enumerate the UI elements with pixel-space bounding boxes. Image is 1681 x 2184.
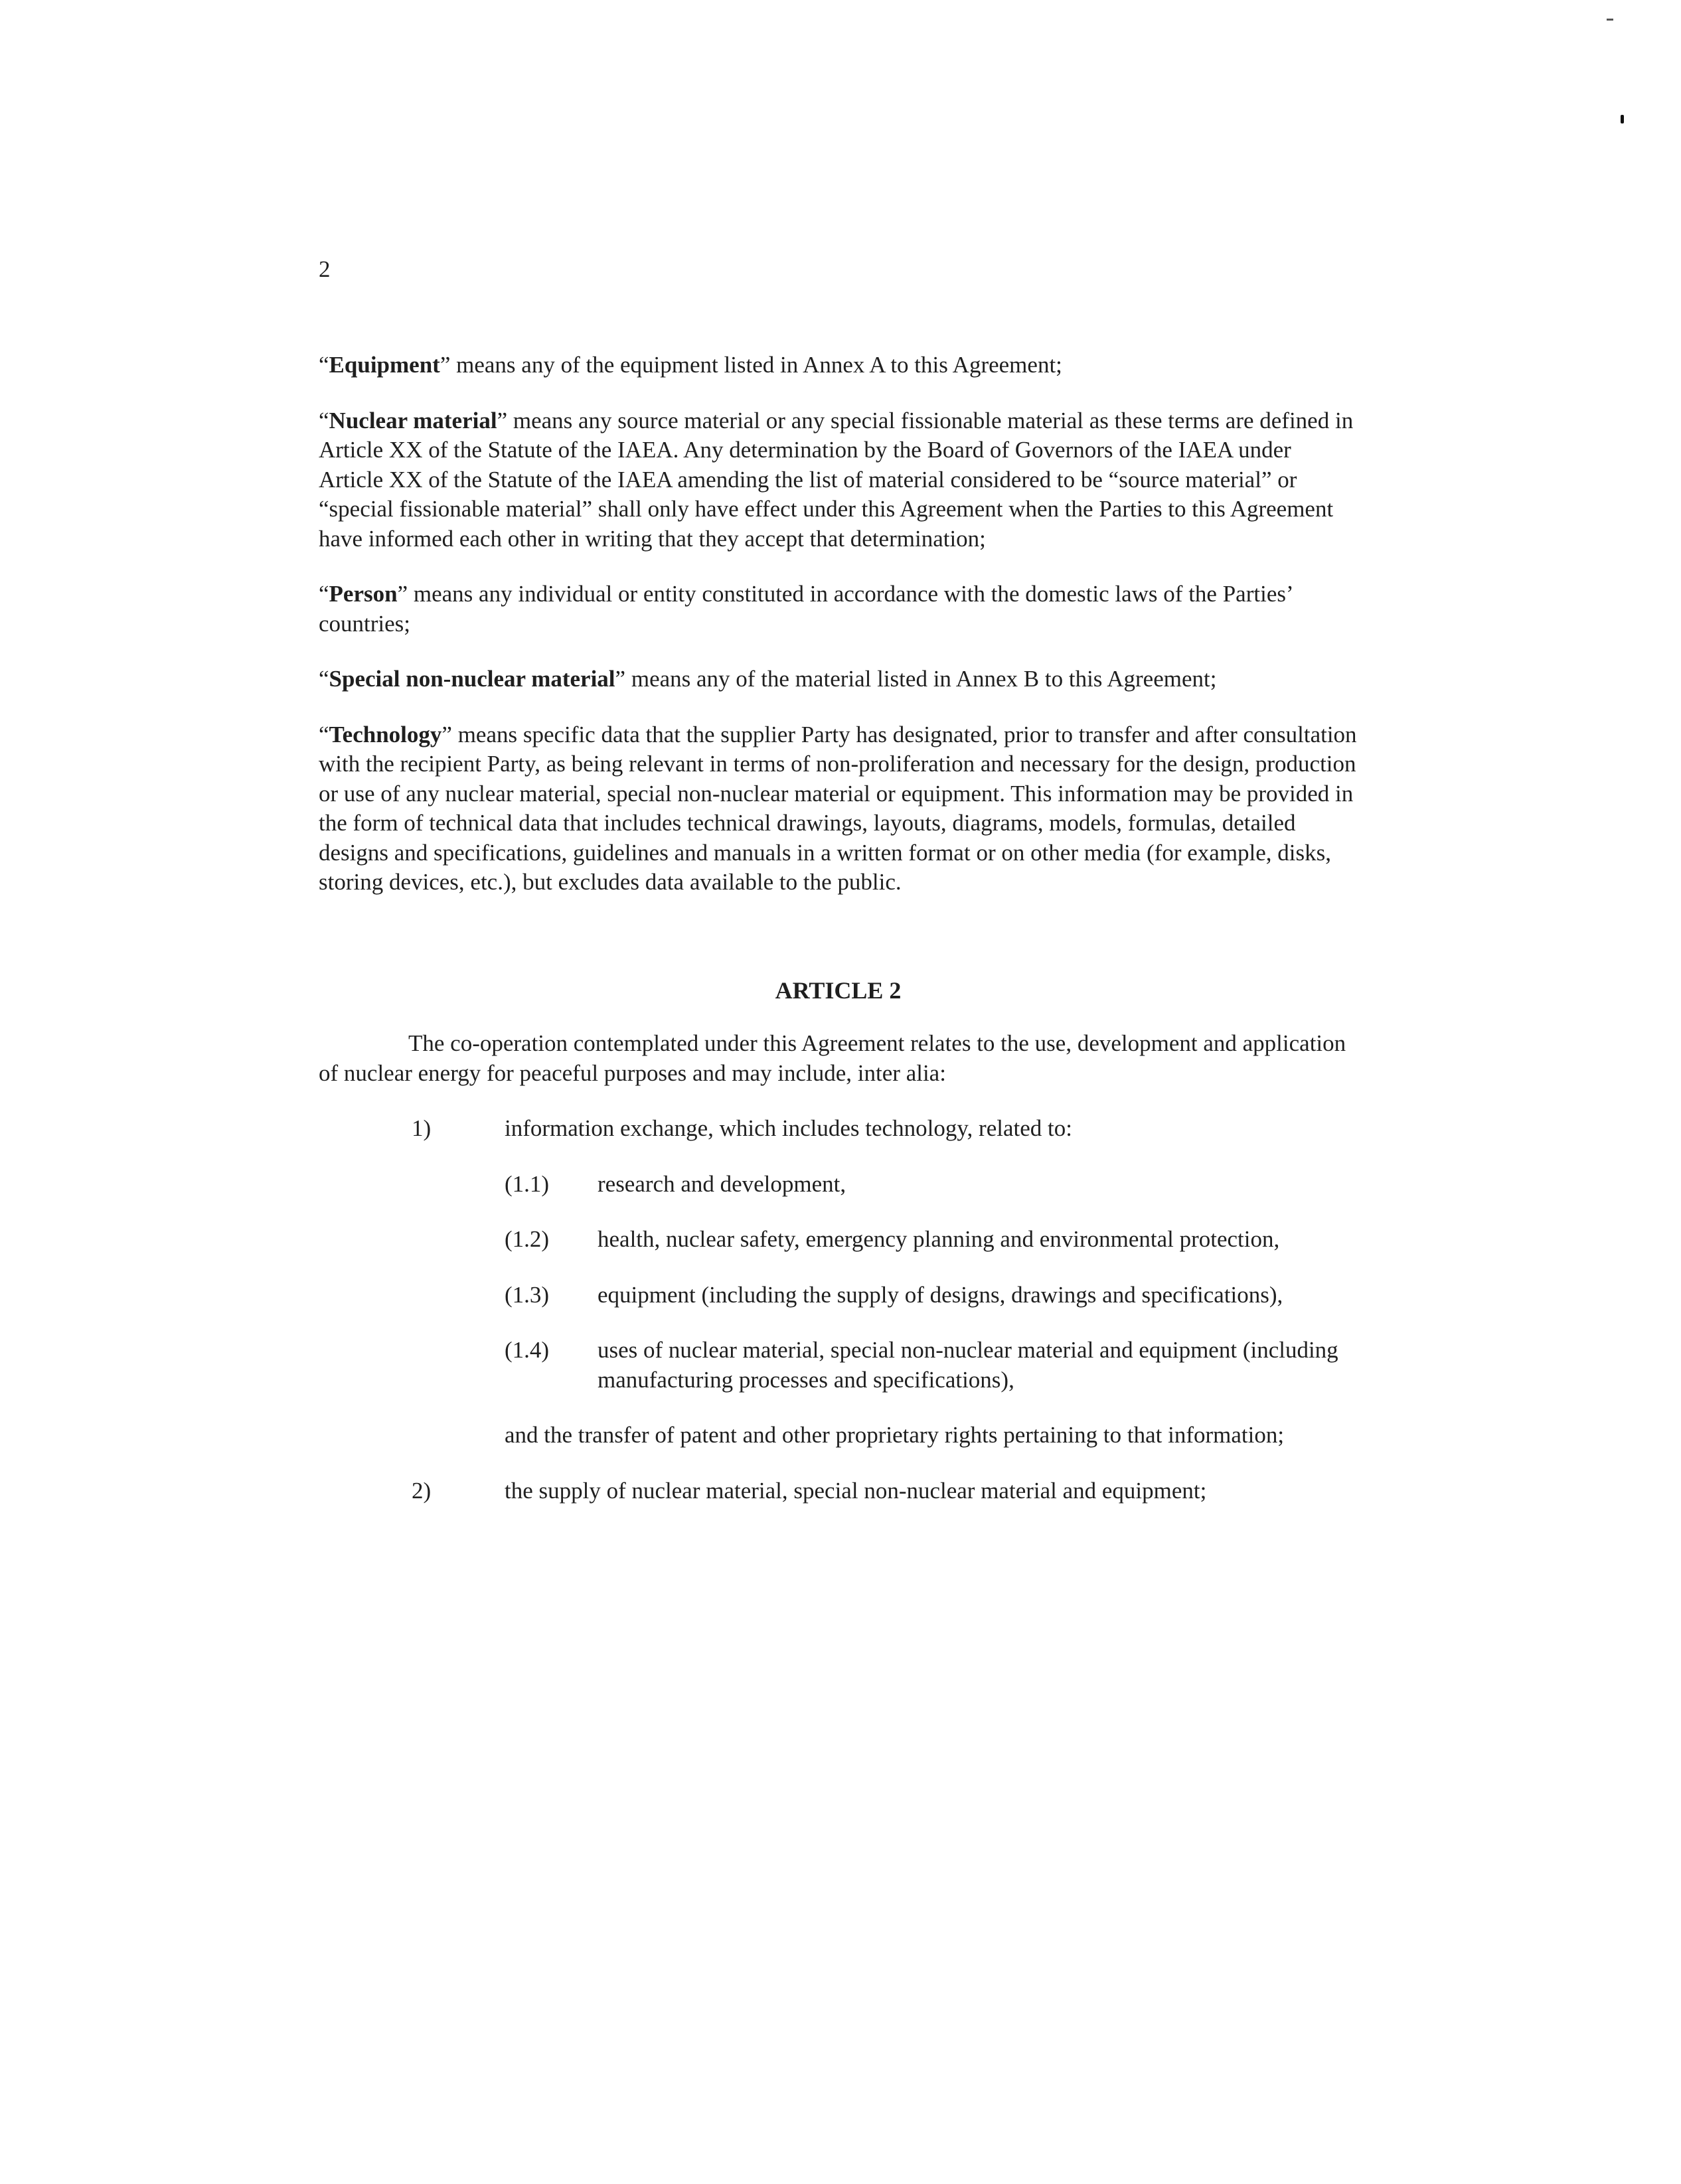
close-quote: ” — [615, 666, 626, 692]
sub-list-item — [319, 1281, 1358, 1310]
defined-term: Person — [329, 581, 398, 607]
definition-text: means any of the equipment listed in Annex A to this Agreement; — [450, 352, 1062, 378]
subitem-number: (1.1) — [505, 1170, 550, 1197]
subitem-number: (1.4) — [505, 1337, 550, 1363]
subitem-text: uses of nuclear material, special non-nuclear material and equipment (including manufacturing processes and specifications), — [598, 1337, 1338, 1393]
item-text: the supply of nuclear material, special non-nuclear material and equipment; — [505, 1477, 1207, 1504]
list-item — [319, 1114, 1358, 1144]
list-item — [319, 1476, 1358, 1506]
close-quote: ” — [440, 352, 451, 378]
item-number: 1) — [412, 1115, 432, 1141]
open-quote: “ — [319, 721, 329, 747]
definition-special-non-nuclear-material — [319, 664, 1358, 694]
page-number: 2 — [319, 256, 331, 282]
open-quote: “ — [319, 581, 329, 607]
sub-list-item — [319, 1170, 1358, 1200]
open-quote: “ — [319, 352, 329, 378]
definition-text: means specific data that the supplier Party has designated, prior to transfer and after consultation with the recipient Party, as being relevant in terms of non-proliferation and necessary for the design, production or use of any nuclear material, special non-nuclear material or equipment. This information may be provided in the form of technical data that includes technical drawings, layouts, diagrams, models, formulas, detailed designs and specifications, guidelines and manuals in a written format or on other media (for example, disks, storing devices, etc.), but excludes data available to the public. — [319, 721, 1357, 895]
defined-term: Special non-nuclear material — [329, 666, 615, 692]
open-quote: “ — [319, 666, 329, 692]
defined-term: Nuclear material — [329, 407, 497, 433]
close-quote: ” — [397, 581, 408, 607]
item-text: information exchange, which includes technology, related to: — [505, 1115, 1072, 1141]
article-intro: The co-operation contemplated under this Agreement relates to the use, development and application of nuclear energy for peaceful purposes and may include, inter alia: — [319, 1030, 1346, 1086]
defined-term: Technology — [329, 721, 442, 747]
definition-text: means any source material or any special fissionable material as these terms are defined in Article XX of the Statute of the IAEA. Any determination by the Board of Governors of the IAEA under Article XX of the Statute of the IAEA amending the list of material considered to be “source material” or “special fissionable material” shall only have effect under this Agreement when the Parties to this Agreement have informed each other in writing that they accept that determination; — [319, 407, 1354, 552]
subitem-text: health, nuclear safety, emergency planning and environmental protection, — [598, 1226, 1280, 1252]
definition-technology — [319, 720, 1358, 897]
sub-list-item — [319, 1225, 1358, 1255]
item-trailing-text: and the transfer of patent and other proprietary rights pertaining to that information; — [505, 1422, 1285, 1448]
defined-term: Equipment — [329, 352, 440, 378]
article-heading: ARTICLE 2 — [775, 976, 902, 1004]
document-body — [319, 351, 1358, 1531]
close-quote: ” — [441, 721, 452, 747]
scan-artifact-mark — [1621, 115, 1624, 123]
definition-nuclear-material — [319, 406, 1358, 554]
definition-text: means any of the material listed in Annex B to this Agreement; — [625, 666, 1217, 692]
subitem-number: (1.2) — [505, 1226, 550, 1252]
sub-list-item — [319, 1336, 1358, 1395]
scan-artifact-mark — [1607, 19, 1613, 21]
subitem-number: (1.3) — [505, 1281, 550, 1308]
subitem-text: equipment (including the supply of designs, drawings and specifications), — [598, 1281, 1283, 1308]
definition-person — [319, 580, 1358, 639]
definition-equipment — [319, 351, 1358, 380]
item-number: 2) — [412, 1477, 432, 1504]
close-quote: ” — [497, 407, 508, 433]
subitem-text: research and development, — [598, 1170, 846, 1197]
definition-text: means any individual or entity constituted in accordance with the domestic laws of the Parties’ countries; — [319, 581, 1293, 637]
open-quote: “ — [319, 407, 329, 433]
